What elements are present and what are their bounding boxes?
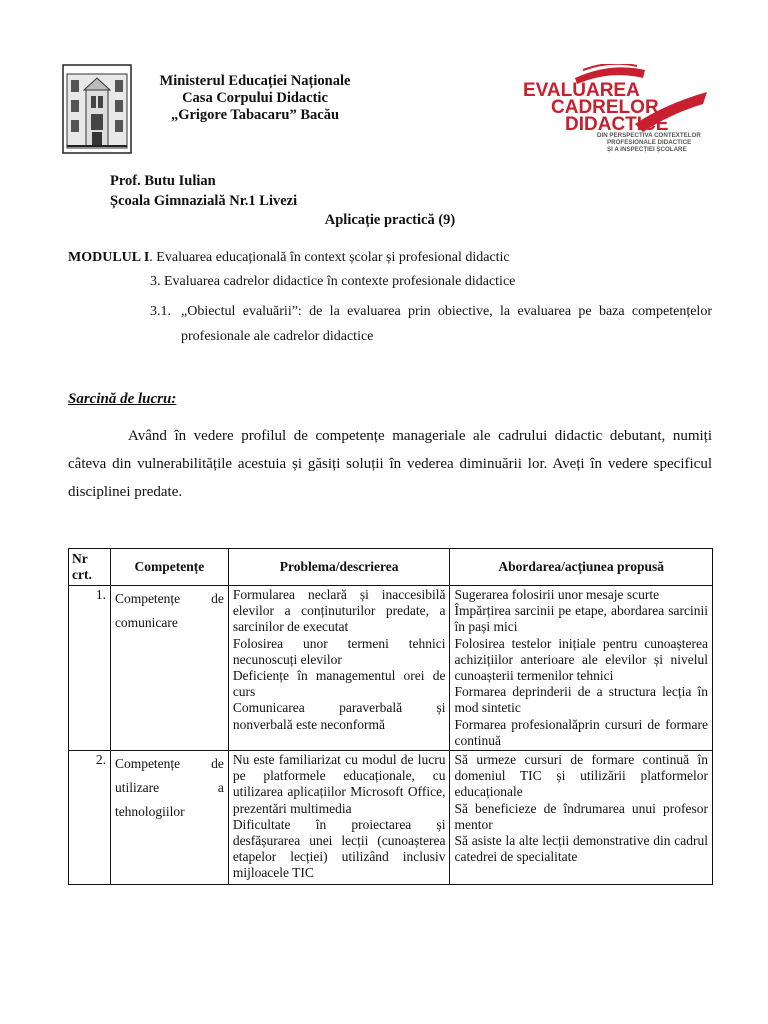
- logo-title-1: EVALUAREA: [523, 80, 640, 101]
- table-row: [69, 586, 713, 751]
- logo-title-2: CADRELOR: [551, 97, 659, 118]
- action-item: Împărțirea sarcinii pe etape, abordarea sarcinii în pași mici: [454, 603, 708, 635]
- competence-cell: [110, 751, 228, 885]
- action-cell: [450, 586, 713, 751]
- logo-subtitle-2: PROFESIONALE DIDACTICE: [607, 139, 692, 146]
- competence-word: tehnologiilor: [114, 804, 185, 820]
- row-number: 2.: [69, 751, 111, 885]
- competence-word: utilizare: [114, 780, 160, 796]
- module-item-3-1: [150, 299, 712, 349]
- problem-item: Comunicarea paraverbală și nonverbală este neconformă: [232, 700, 446, 732]
- evaluation-logo: [515, 64, 711, 154]
- header-problem: Problema/descrierea: [228, 549, 450, 586]
- competence-word: comunicare: [114, 615, 178, 630]
- logo-title-3: DIDACTICE: [565, 114, 669, 135]
- task-body: Având în vedere profilul de competențe manageriale ale cadrului didactic debutant, numiți câteva din vulnerabilitățile acestuia și găsiți soluții în vederea diminuării lor. Aveți în vedere specificul disciplinei predate.: [68, 428, 712, 500]
- module-label: MODULUL I: [68, 250, 150, 265]
- competence-word: a: [217, 780, 224, 796]
- competence-word: de: [211, 591, 224, 606]
- teachers-house-line: Casa Corpului Didactic: [182, 90, 328, 106]
- ministry-line: Ministerul Educației Naționale: [159, 73, 351, 89]
- competence-cell: [110, 586, 228, 751]
- institution-logo: [62, 64, 132, 154]
- task-heading: Sarcină de lucru:: [68, 391, 177, 407]
- competence-word: Competențe: [114, 591, 181, 606]
- problem-item: Dificultate în proiectarea și desfășurarea unei lecții (cunoașterea etapelor lecției) utilizând inclusiv mijloacele TIC: [232, 816, 446, 881]
- item-number: 3.1.: [150, 304, 171, 319]
- building-icon: [62, 64, 132, 154]
- problem-item: Formularea neclară și inaccesibilă elevilor a conținuturilor predate, a sarcinilor de executat: [232, 587, 446, 635]
- competences-table: [68, 548, 713, 885]
- action-item: Folosirea testelor inițiale pentru cunoașterea achizițiilor anterioare ale elevilor și nivelul cunoașterii termenilor tehnici: [454, 635, 708, 684]
- author-name: Prof. Butu Iulian: [110, 173, 216, 189]
- action-cell: [450, 751, 713, 885]
- logo-subtitle-3: ȘI A INSPECȚIEI ȘCOLARE: [607, 146, 687, 153]
- module-line: [68, 250, 510, 266]
- logo-subtitle-1: DIN PERSPECTIVA CONTEXTELOR: [597, 132, 701, 139]
- problem-item: Deficiențe în managementul orei de curs: [232, 668, 446, 700]
- city-line: „Grigore Tabacaru” Bacău: [170, 107, 340, 123]
- action-item: Formarea profesionalăprin cursuri de formare continuă: [454, 716, 708, 748]
- problem-cell: [228, 751, 450, 885]
- table-header-row: [69, 549, 713, 586]
- problem-cell: [228, 586, 450, 751]
- action-item: Sugerarea folosirii unor mesaje scurte: [454, 587, 660, 602]
- table-row: [69, 751, 713, 885]
- competence-word: Competențe: [114, 756, 181, 772]
- author-school: Școala Gimnazială Nr.1 Livezi: [110, 193, 298, 209]
- module-item-3: 3. Evaluarea cadrelor didactice în contexte profesionale didactice: [150, 274, 516, 289]
- problem-item: Folosirea unor termeni tehnici necunoscuți elevilor: [232, 635, 446, 667]
- institution-header: [150, 73, 360, 124]
- item-text: „Obiectul evaluării”: de la evaluarea prin obiective, la evaluarea pe baza competențelor profesionale ale cadrelor didactice: [181, 304, 712, 344]
- book-logo-icon: [515, 64, 711, 154]
- action-item: Să asiste la alte lecții demonstrative din cadrul catedrei de specialitate: [454, 833, 708, 865]
- row-number: 1.: [69, 586, 111, 751]
- action-item: Formarea deprinderii de a structura lecția în mod sintetic: [454, 684, 708, 716]
- header-competences: Competențe: [110, 549, 228, 586]
- module-title: . Evaluarea educațională în context școlar și profesional didactic: [149, 250, 510, 265]
- action-item: Să urmeze cursuri de formare continuă în domeniul TIC și utilizării platformelor educaționale: [454, 752, 708, 800]
- header-nr: Nr crt.: [69, 549, 111, 586]
- competence-word: de: [211, 756, 224, 772]
- header-action: Abordarea/acțiunea propusă: [450, 549, 713, 586]
- action-item: Să beneficieze de îndrumarea unui profesor mentor: [454, 800, 708, 832]
- author-block: [110, 171, 297, 211]
- problem-item: Nu este familiarizat cu modul de lucru pe platformele educaționale, cu utilizarea aplicațiilor Microsoft Office, prezentări multimedia: [232, 752, 446, 816]
- page-title: Aplicație practică (9): [324, 212, 456, 228]
